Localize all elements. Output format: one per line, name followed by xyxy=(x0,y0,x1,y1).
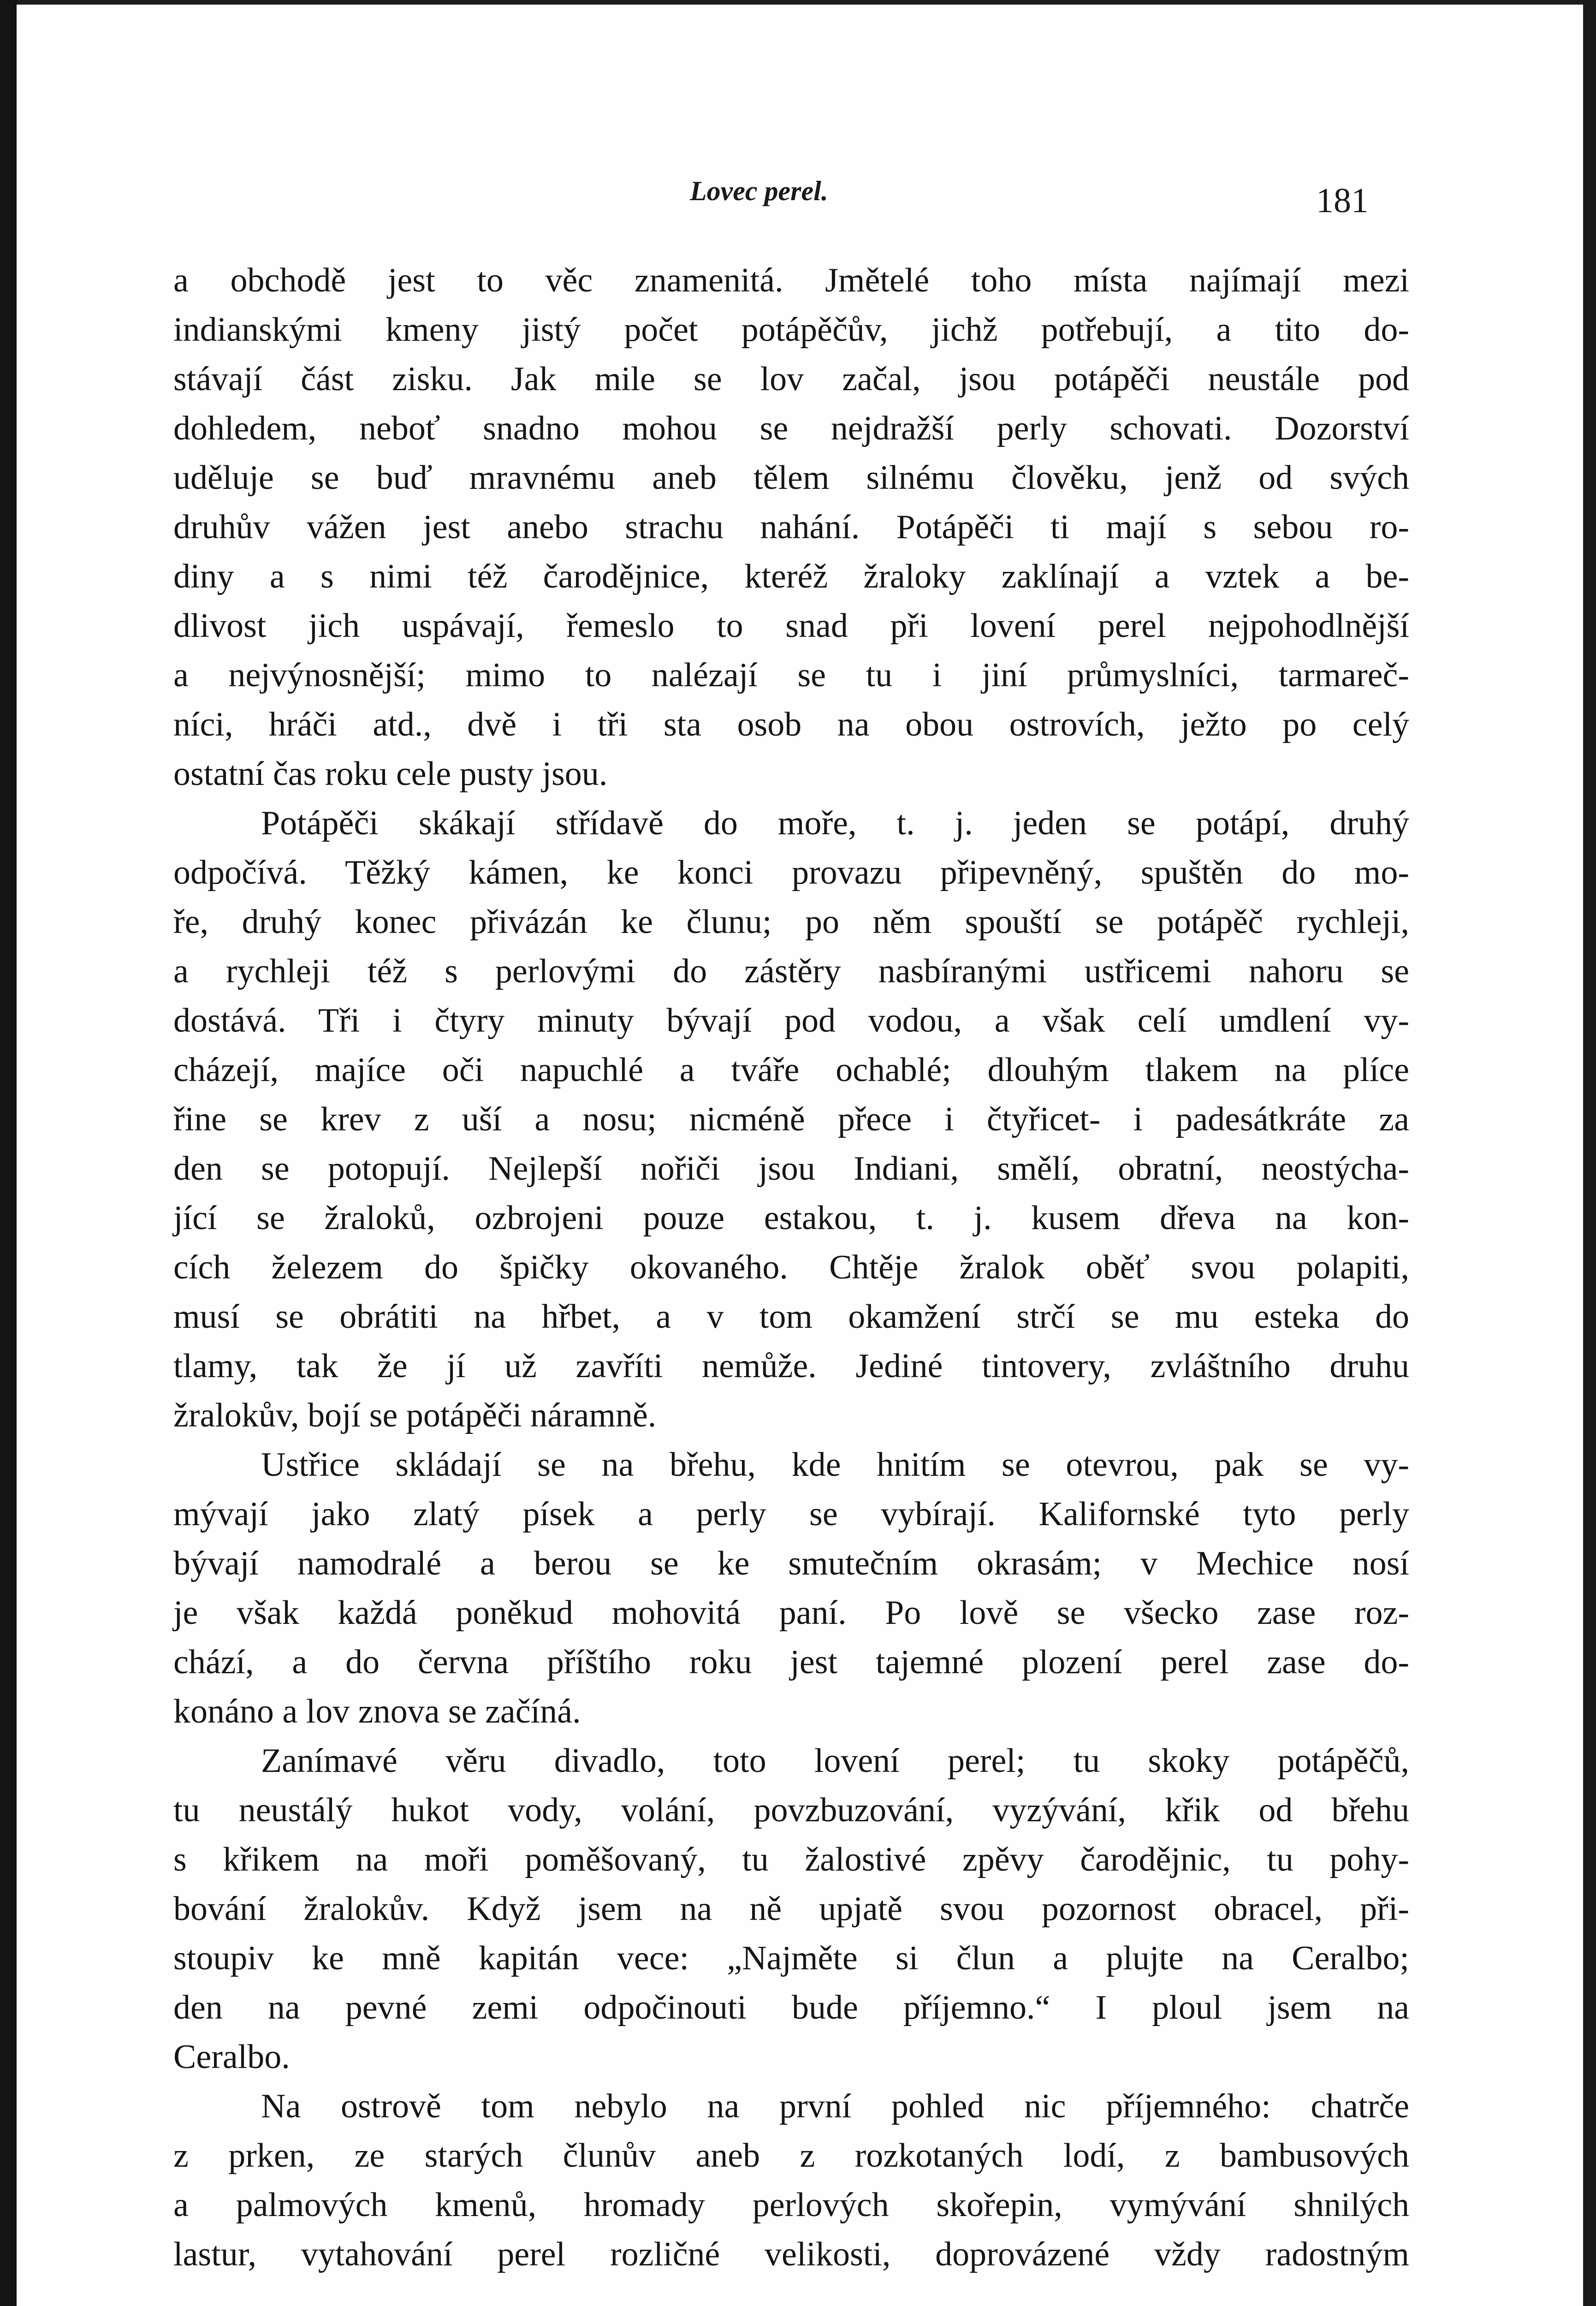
text-line: žralokův, bojí se potápěči náramně. xyxy=(173,1397,657,1434)
text-line: den na pevné zemi odpočinouti bude příjemno.“ I ploul jsem na xyxy=(173,1989,1409,2027)
text-line: Na ostrově tom nebylo na první pohled nic příjemného: chatrče xyxy=(261,2087,1409,2125)
text-line: cházejí, majíce oči napuchlé a tváře ochablé; dlouhým tlakem na plíce xyxy=(173,1051,1409,1089)
text-line: stoupiv ke mně kapitán vece: „Najměte si člun a plujte na Ceralbo; xyxy=(173,1939,1409,1977)
text-line: dlivost jich uspávají, řemeslo to snad při lovení perel nejpohodlnější xyxy=(173,607,1409,645)
scan-border-right xyxy=(1583,0,1596,2306)
text-line: bývají namodralé a berou se ke smutečním okrasám; v Mechice nosí xyxy=(173,1545,1409,1582)
scan-border-top xyxy=(0,0,1596,5)
text-line: ře, druhý konec přivázán ke člunu; po něm spouští se potápěč rychleji, xyxy=(173,903,1409,941)
text-line: Ustřice skládají se na břehu, kde hnitím se otevrou, pak se vy- xyxy=(261,1446,1409,1484)
text-line: z prken, ze starých člunův aneb z rozkotaných lodí, z bambusových xyxy=(173,2137,1409,2175)
running-title: Lovec perel. xyxy=(690,176,828,206)
text-line: musí se obrátiti na hřbet, a v tom okamžení strčí se mu esteka do xyxy=(173,1298,1409,1336)
text-line: a obchodě jest to věc znamenitá. Jmětelé toho místa najímají mezi xyxy=(173,262,1409,299)
text-line: Zanímavé věru divadlo, toto lovení perel; tu skoky potápěčů, xyxy=(261,1742,1409,1780)
text-line: je však každá poněkud mohovitá paní. Po lově se všecko zase roz- xyxy=(173,1594,1409,1632)
book-page xyxy=(17,5,1583,2306)
text-line: a palmových kmenů, hromady perlových skořepin, vymývání shnilých xyxy=(173,2186,1409,2224)
text-line: bování žralokův. Když jsem na ně upjatě svou pozornost obracel, při- xyxy=(173,1890,1409,1928)
text-line: Ceralbo. xyxy=(173,2038,290,2076)
text-line: Potápěči skákají střídavě do moře, t. j. jeden se potápí, druhý xyxy=(261,804,1409,842)
text-line: jící se žraloků, ozbrojeni pouze estakou, t. j. kusem dřeva na kon- xyxy=(173,1199,1409,1237)
text-line: odpočívá. Těžký kámen, ke konci provazu připevněný, spuštěn do mo- xyxy=(173,854,1409,891)
text-line: dohledem, neboť snadno mohou se nejdražší perly schovati. Dozorství xyxy=(173,410,1409,447)
text-line: lastur, vytahování perel rozličné velikosti, doprovázené vždy radostným xyxy=(173,2235,1409,2273)
text-line: ostatní čas roku cele pusty jsou. xyxy=(173,755,608,793)
scan-border-left xyxy=(0,0,17,2306)
text-line: chází, a do června příštího roku jest tajemné plození perel zase do- xyxy=(173,1643,1409,1681)
text-line: tlamy, tak že jí už zavříti nemůže. Jediné tintovery, zvláštního druhu xyxy=(173,1347,1409,1385)
text-line: dostává. Tři i čtyry minuty bývají pod vodou, a však celí umdlení vy- xyxy=(173,1002,1409,1040)
text-line: níci, hráči atd., dvě i tři sta osob na obou ostrovích, ježto po celý xyxy=(173,706,1409,743)
text-line: indianskými kmeny jistý počet potápěčův, jichž potřebují, a tito do- xyxy=(173,311,1409,349)
text-line: a rychleji též s perlovými do zástěry nasbíranými ustřicemi nahoru se xyxy=(173,952,1409,990)
page-number: 181 xyxy=(1316,181,1369,220)
text-line: stávají část zisku. Jak mile se lov začal, jsou potápěči neustále pod xyxy=(173,360,1409,398)
text-body xyxy=(173,256,1409,2279)
text-line: tu neustálý hukot vody, volání, povzbuzování, vyzývání, křik od břehu xyxy=(173,1791,1409,1829)
running-head xyxy=(17,175,1583,226)
text-line: a nejvýnosnější; mimo to nalézají se tu i jiní průmyslníci, tarmareč- xyxy=(173,656,1409,694)
text-line: druhův vážen jest anebo strachu nahání. Potápěči ti mají s sebou ro- xyxy=(173,508,1409,546)
text-line: mývají jako zlatý písek a perly se vybírají. Kalifornské tyto perly xyxy=(173,1495,1409,1533)
text-line: konáno a lov znova se začíná. xyxy=(173,1693,581,1730)
text-line: uděluje se buď mravnému aneb tělem silnému člověku, jenž od svých xyxy=(173,459,1409,497)
text-line: s křikem na moři poměšovaný, tu žalostivé zpěvy čarodějnic, tu pohy- xyxy=(173,1841,1409,1878)
text-line: den se potopují. Nejlepší nořiči jsou Indiani, smělí, obratní, neostýcha- xyxy=(173,1150,1409,1188)
text-line: diny a s nimi též čarodějnice, kteréž žraloky zaklínají a vztek a be- xyxy=(173,558,1409,595)
text-line: cích železem do špičky okovaného. Chtěje žralok oběť svou polapiti, xyxy=(173,1248,1409,1286)
text-line: řine se krev z uší a nosu; nicméně přece i čtyřicet- i padesátkráte za xyxy=(173,1100,1409,1138)
